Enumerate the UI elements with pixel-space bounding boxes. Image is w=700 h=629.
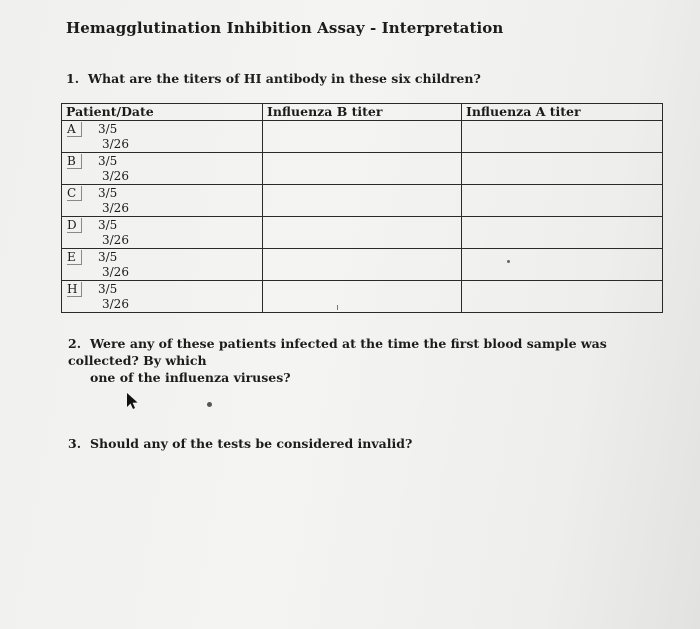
- date-first: 3/5: [98, 282, 118, 296]
- date-second: 3/26: [102, 169, 129, 183]
- influenza-a-titer-cell[interactable]: [462, 249, 663, 281]
- patient-letter: E: [67, 250, 82, 265]
- date-second: 3/26: [102, 201, 129, 215]
- question-2: [68, 335, 668, 386]
- influenza-a-titer-cell[interactable]: [462, 281, 663, 313]
- header-influenza-b: Influenza B titer: [263, 104, 462, 121]
- pen-dot: [507, 260, 510, 263]
- influenza-b-titer-cell[interactable]: [263, 217, 462, 249]
- question-1-number: 1.: [66, 71, 80, 86]
- patient-cell: [62, 121, 263, 153]
- header-influenza-a: Influenza A titer: [462, 104, 663, 121]
- influenza-b-titer-cell[interactable]: [263, 153, 462, 185]
- date-first: 3/5: [98, 218, 118, 232]
- table-header-row: [62, 104, 663, 121]
- question-2-number: 2.: [68, 336, 82, 351]
- question-2-line-2: one of the influenza viruses?: [90, 370, 291, 385]
- influenza-a-titer-cell[interactable]: [462, 121, 663, 153]
- influenza-a-titer-cell[interactable]: [462, 185, 663, 217]
- date-first: 3/5: [98, 122, 118, 136]
- patient-cell: [62, 249, 263, 281]
- patient-cell: [62, 217, 263, 249]
- influenza-a-titer-cell[interactable]: [462, 153, 663, 185]
- question-2-line-1: Were any of these patients infected at the time the first blood sample was collected? By which: [68, 336, 607, 368]
- table-row: [62, 217, 663, 249]
- influenza-b-titer-cell[interactable]: [263, 185, 462, 217]
- patient-letter: C: [67, 186, 82, 201]
- page-title: Hemagglutination Inhibition Assay - Interpretation: [66, 19, 504, 37]
- question-3: [68, 435, 412, 452]
- mouse-cursor-icon: [125, 391, 141, 411]
- titer-table: [61, 103, 663, 313]
- question-3-number: 3.: [68, 436, 82, 451]
- date-first: 3/5: [98, 186, 118, 200]
- table-row: [62, 185, 663, 217]
- patient-cell: [62, 153, 263, 185]
- patient-letter: A: [67, 122, 82, 137]
- patient-cell: [62, 185, 263, 217]
- patient-letter: B: [67, 154, 82, 169]
- table-row: [62, 249, 663, 281]
- influenza-b-titer-cell[interactable]: [263, 249, 462, 281]
- date-second: 3/26: [102, 297, 129, 311]
- date-first: 3/5: [98, 154, 118, 168]
- date-second: 3/26: [102, 265, 129, 279]
- influenza-a-titer-cell[interactable]: [462, 217, 663, 249]
- date-first: 3/5: [98, 250, 118, 264]
- question-1: [66, 70, 481, 87]
- influenza-b-titer-cell[interactable]: [263, 281, 462, 313]
- header-patient-date: Patient/Date: [62, 104, 263, 121]
- table-row: [62, 153, 663, 185]
- table-row: [62, 281, 663, 313]
- pen-dot: [207, 402, 212, 407]
- patient-letter: D: [67, 218, 82, 233]
- patient-cell: [62, 281, 263, 313]
- question-1-text: What are the titers of HI antibody in these six children?: [88, 71, 481, 86]
- date-second: 3/26: [102, 233, 129, 247]
- question-3-text: Should any of the tests be considered invalid?: [90, 436, 413, 451]
- date-second: 3/26: [102, 137, 129, 151]
- influenza-b-titer-cell[interactable]: [263, 121, 462, 153]
- table-row: [62, 121, 663, 153]
- patient-letter: H: [67, 282, 82, 297]
- pen-mark: [337, 305, 338, 310]
